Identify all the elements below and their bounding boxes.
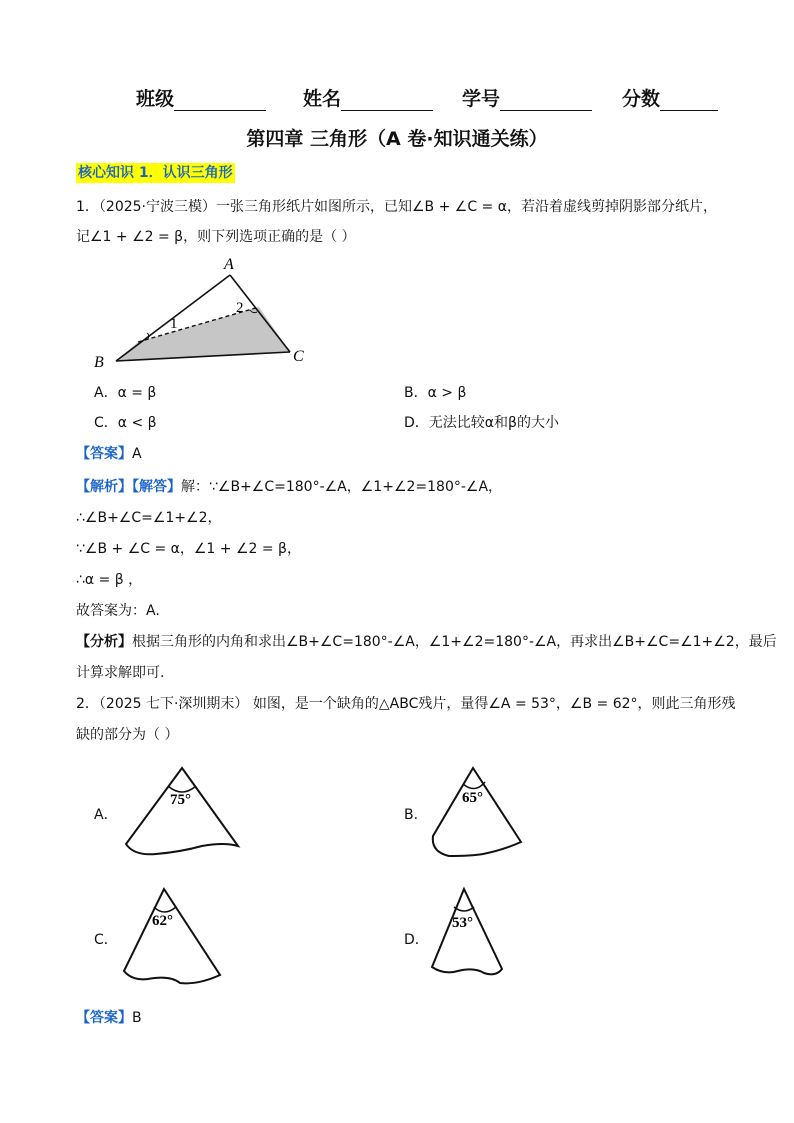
name-field[interactable] — [303, 84, 433, 111]
class-label: 班级 — [136, 88, 175, 110]
q2-fragment-a[interactable] — [120, 762, 245, 862]
q2-fragment-c-angle: 62° — [152, 913, 173, 929]
score-field[interactable] — [622, 84, 718, 111]
q1-label-a: A — [224, 256, 234, 273]
name-label: 姓名 — [303, 88, 342, 110]
q1-analysis-tag: 【解析】【解答】 — [76, 479, 181, 495]
q2-fragment-c[interactable] — [118, 883, 228, 993]
class-field[interactable] — [136, 84, 266, 111]
q1-analysis2-row1 — [76, 632, 777, 652]
q1-analysis2-line1: 根据三角形的内角和求出∠B+∠C=180°-∠A，∠1+∠2=180°-∠A，再求出∠B+∠C=∠1+∠2，最后 — [132, 634, 777, 650]
q1-label-b: B — [94, 354, 104, 371]
student-info-header — [0, 84, 794, 112]
q1-analysis-line1: 解：∵∠B+∠C=180°-∠A，∠1+∠2=180°-∠A， — [181, 479, 503, 495]
name-blank[interactable] — [341, 88, 433, 111]
class-blank[interactable] — [174, 88, 266, 111]
q1-option-d[interactable]: D．无法比较α和β的大小 — [404, 415, 559, 431]
q2-option-b-label[interactable]: B． — [404, 807, 428, 823]
q1-triangle-figure — [90, 255, 320, 370]
q1-analysis-row1 — [76, 477, 502, 497]
chapter-title: 第四章 三角形（A 卷·知识通关练） — [246, 128, 548, 150]
q2-fragment-b-angle: 65° — [462, 790, 483, 806]
q2-answer-value: B — [132, 1010, 142, 1026]
q1-analysis2-line2: 计算求解即可. — [76, 665, 165, 681]
student-id-field[interactable] — [462, 84, 592, 111]
q2-answer-tag: 【答案】 — [76, 1010, 132, 1026]
score-blank[interactable] — [660, 88, 718, 111]
q2-fragment-d-angle: 53° — [452, 915, 473, 931]
q1-answer-value: A — [132, 446, 142, 462]
q1-label-1: 1 — [170, 316, 178, 332]
q1-analysis-line2: ∴∠B+∠C=∠1+∠2， — [76, 510, 222, 526]
q1-analysis2-tag: 【分析】 — [76, 634, 132, 650]
q2-stem-line2: 缺的部分为（ ） — [76, 727, 179, 743]
q1-answer-row — [76, 444, 142, 464]
q1-option-a[interactable]: A．α = β — [94, 385, 157, 401]
q2-option-a-label[interactable]: A． — [94, 807, 118, 823]
q2-option-c-label[interactable]: C． — [94, 932, 118, 948]
q2-fragment-b[interactable] — [425, 762, 530, 862]
q1-option-b[interactable]: B．α > β — [404, 385, 467, 401]
student-id-blank[interactable] — [500, 88, 592, 111]
q2-option-d-label[interactable]: D． — [404, 932, 429, 948]
q2-stem-line1: 2．（2025 七下·深圳期末） 如图，是一个缺角的△ABC残片，量得∠A = 53°，∠B = 62°，则此三角形残 — [76, 696, 736, 712]
student-id-label: 学号 — [462, 88, 501, 110]
section-heading: 核心知识 1．认识三角形 — [78, 165, 233, 181]
q1-analysis-line5: 故答案为：A. — [76, 603, 160, 619]
q1-analysis-line4: ∴α = β ， — [76, 572, 143, 588]
q1-option-c[interactable]: C．α < β — [94, 415, 157, 431]
score-label: 分数 — [622, 88, 661, 110]
q1-stem-line1: 1．（2025·宁波三模）一张三角形纸片如图所示，已知∠B + ∠C = α，若沿着虚线剪掉阴影部分纸片， — [76, 199, 717, 215]
q1-analysis-line3: ∵∠B + ∠C = α，∠1 + ∠2 = β， — [76, 541, 301, 557]
q1-label-2: 2 — [236, 300, 244, 316]
q2-fragment-a-angle: 75° — [170, 792, 191, 808]
q1-answer-tag: 【答案】 — [76, 446, 132, 462]
q2-fragment-d[interactable] — [428, 883, 508, 983]
q2-answer-row — [76, 1008, 142, 1028]
q1-stem-line2: 记∠1 + ∠2 = β，则下列选项正确的是（ ） — [76, 229, 356, 245]
q1-label-c: C — [293, 348, 304, 365]
